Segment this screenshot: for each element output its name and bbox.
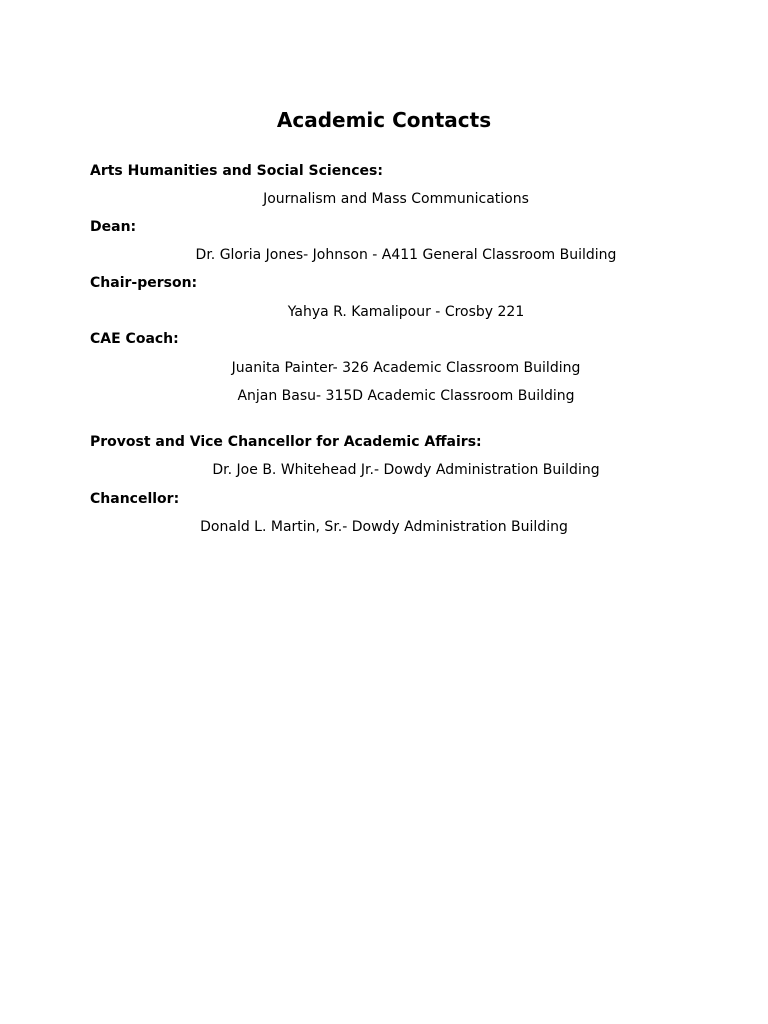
department-name: Journalism and Mass Communications bbox=[263, 191, 529, 207]
dean-label: Dean: bbox=[90, 219, 137, 235]
cae-coach-contact: Anjan Basu- 315D Academic Classroom Building bbox=[237, 388, 575, 404]
page-title: Academic Contacts bbox=[276, 108, 492, 132]
chair-label: Chair-person: bbox=[90, 275, 198, 291]
chancellor-label: Chancellor: bbox=[90, 491, 180, 507]
cae-coach-label: CAE Coach: bbox=[90, 331, 179, 347]
dean-contact: Dr. Gloria Jones- Johnson - A411 General Classroom Building bbox=[195, 247, 617, 263]
cae-coach-contact: Juanita Painter- 326 Academic Classroom Building bbox=[231, 360, 581, 376]
provost-contact: Dr. Joe B. Whitehead Jr.- Dowdy Administration Building bbox=[212, 462, 600, 478]
chair-contact: Yahya R. Kamalipour - Crosby 221 bbox=[287, 304, 525, 320]
chancellor-contact: Donald L. Martin, Sr.- Dowdy Administration Building bbox=[200, 519, 568, 535]
provost-label: Provost and Vice Chancellor for Academic Affairs: bbox=[90, 434, 482, 450]
college-label: Arts Humanities and Social Sciences: bbox=[90, 163, 383, 179]
